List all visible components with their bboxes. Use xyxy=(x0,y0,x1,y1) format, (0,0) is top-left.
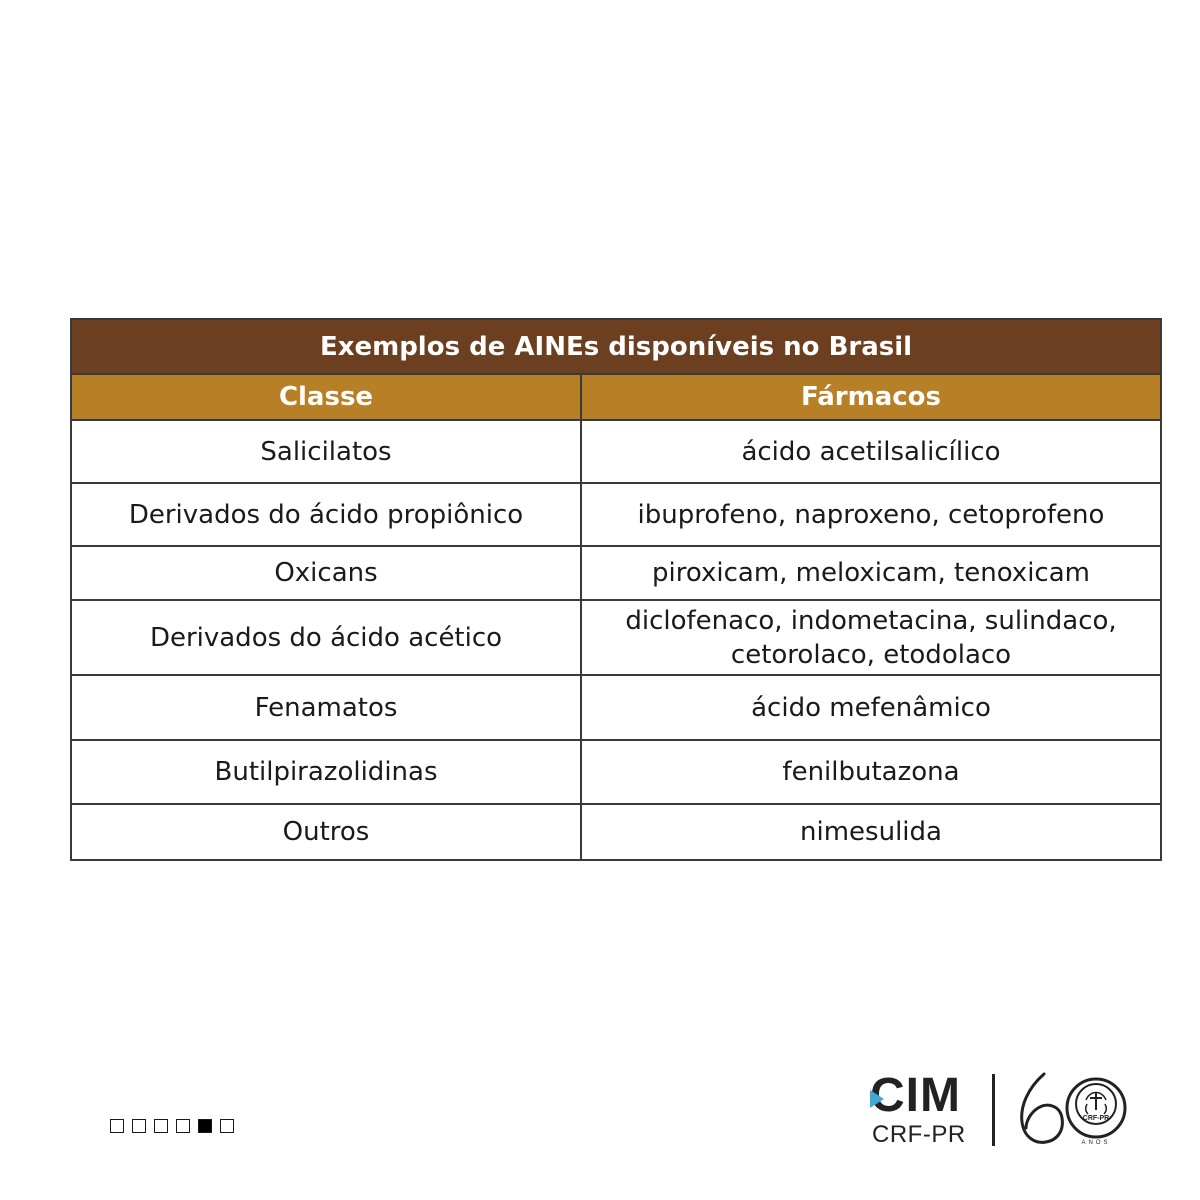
footer-logos xyxy=(868,1070,1138,1150)
drugs-cell: fenilbutazona xyxy=(581,740,1161,804)
page-dot xyxy=(110,1119,124,1133)
logo-divider xyxy=(992,1074,995,1146)
anniversary-60-logo xyxy=(1014,1070,1130,1148)
class-cell: Oxicans xyxy=(71,546,581,600)
anniversary-caption: ANOS xyxy=(1081,1140,1111,1146)
table-row xyxy=(71,675,1161,740)
column-header-farmacos: Fármacos xyxy=(581,374,1161,420)
class-cell: Butilpirazolidinas xyxy=(71,740,581,804)
page-dot-active xyxy=(198,1119,212,1133)
drugs-cell: ibuprofeno, naproxeno, cetoprofeno xyxy=(581,483,1161,546)
cim-logo-text: CIM xyxy=(870,1069,961,1122)
table-row xyxy=(71,804,1161,860)
play-arrow-icon xyxy=(870,1090,884,1108)
class-cell: Fenamatos xyxy=(71,675,581,740)
class-cell: Outros xyxy=(71,804,581,860)
table-row xyxy=(71,420,1161,483)
table-row xyxy=(71,740,1161,804)
drugs-cell: diclofenaco, indometacina, sulindaco, cetorolaco, etodolaco xyxy=(581,600,1161,675)
drugs-cell: nimesulida xyxy=(581,804,1161,860)
sixty-digit-six xyxy=(1022,1074,1063,1142)
aine-table xyxy=(70,318,1162,861)
table-title-row xyxy=(71,319,1161,374)
page-indicator xyxy=(110,1119,234,1133)
class-cell: Salicilatos xyxy=(71,420,581,483)
class-cell: Derivados do ácido propiônico xyxy=(71,483,581,546)
drugs-cell: ácido acetilsalicílico xyxy=(581,420,1161,483)
table-row xyxy=(71,483,1161,546)
class-cell: Derivados do ácido acético xyxy=(71,600,581,675)
column-header-classe: Classe xyxy=(71,374,581,420)
seal-text: CRF-PR xyxy=(1082,1115,1110,1122)
table-header-row xyxy=(71,374,1161,420)
table-row xyxy=(71,546,1161,600)
crf-logo-text: CRF-PR xyxy=(872,1121,966,1148)
pharmacy-seal-icon xyxy=(1076,1084,1116,1124)
table-row xyxy=(71,600,1161,675)
drugs-cell: piroxicam, meloxicam, tenoxicam xyxy=(581,546,1161,600)
table-title: Exemplos de AINEs disponíveis no Brasil xyxy=(71,319,1161,374)
page-dot xyxy=(154,1119,168,1133)
cim-logo xyxy=(868,1069,978,1148)
drugs-cell: ácido mefenâmico xyxy=(581,675,1161,740)
page-dot xyxy=(132,1119,146,1133)
page-dot xyxy=(220,1119,234,1133)
page-dot xyxy=(176,1119,190,1133)
